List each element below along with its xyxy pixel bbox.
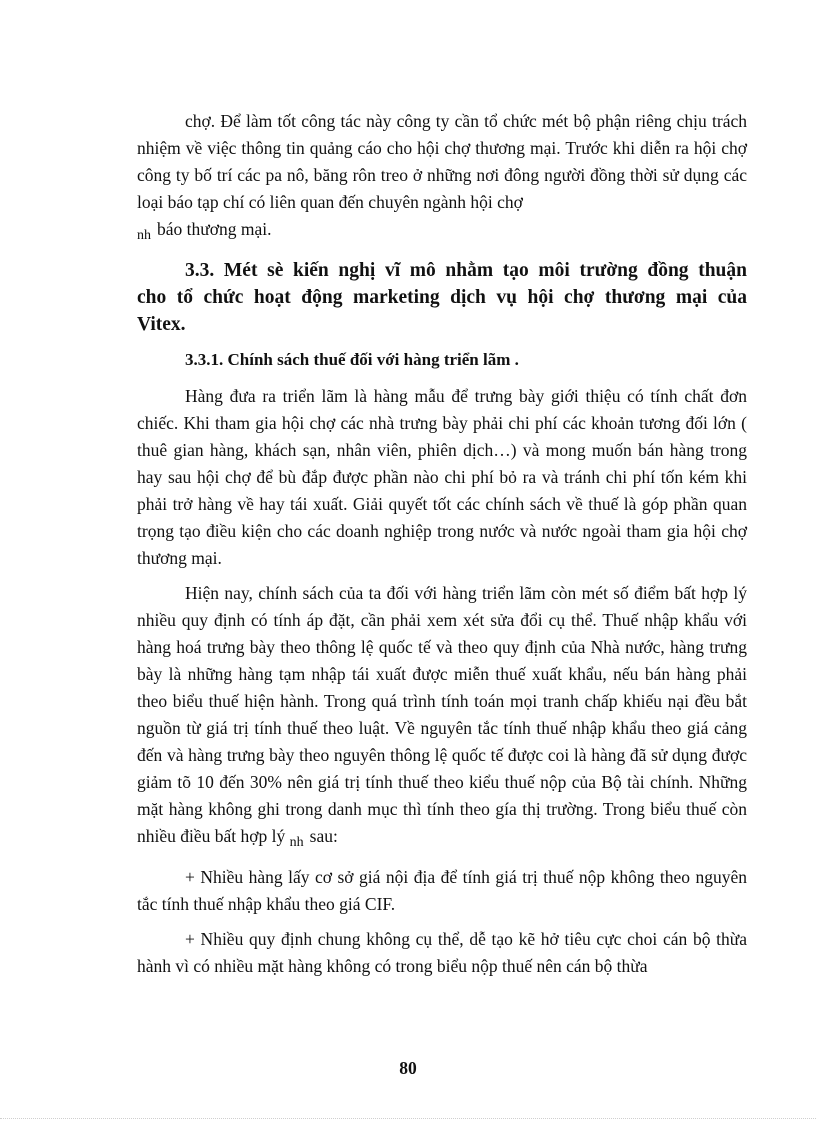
paragraph-intro-tail: báo thương mại.: [157, 219, 272, 239]
subsection-heading: 3.3.1. Chính sách thuế đối với hàng triển lãm .: [185, 350, 519, 369]
page-bottom-divider: [0, 1118, 816, 1119]
paragraph-tax-policy: Hàng đưa ra triển lãm là hàng mẫu để trưng bày giới thiệu có tính chất đơn chiếc. Khi tham gia hội chợ các nhà trưng bày phải chi phí các khoản tương đối lớn ( thuê gian hàng, khách sạn, nhân viên, phiên dịch…) và mong muốn bán hàng trong hay sau hội chợ để bù đắp được phần nào chi phí bỏ ra và tránh chi phí tốn kém khi phải trở hàng về hay tái xuất. Giải quyết tốt các chính sách về thuế là góp phần quan trọng tạo điều kiện cho các doanh nghiệp trong nước và nước ngoài tham gia hội chợ thương mại.: [137, 386, 747, 568]
section-heading: 3.3. Mét sè kiến nghị vĩ mô nhằm tạo môi trường đồng thuận cho tổ chức hoạt động marketing dịch vụ hội chợ thương mại của Vitex.: [137, 260, 747, 335]
bullet-domestic-price: + Nhiều hàng lấy cơ sở giá nội địa để tính giá trị thuế nộp không theo nguyên tắc tính thuế nhập khẩu theo giá CIF.: [137, 867, 747, 914]
paragraph-intro-text: chợ. Để làm tốt công tác này công ty cần tổ chức mét bộ phận riêng chịu trách nhiệm về việc thông tin quảng cáo cho hội chợ thương mại. Trước khi diễn ra hội chợ công ty bố trí các pa nô, băng rôn treo ở những nơi đông người đồng thời sử dụng các loại báo tạp chí có liên quan đến chuyên ngành hội chợ: [137, 111, 747, 212]
paragraph-current-policy-text: Hiện nay, chính sách của ta đối với hàng triển lãm còn mét số điểm bất hợp lý nhiều quy định có tính áp đặt, cần phải xem xét sửa đổi cụ thể. Thuế nhập khẩu với hàng hoá trưng bày theo thông lệ quốc tế và theo quy định của Nhà nước, hàng trưng bày là những hàng tạm nhập tái xuất được miễn thuế xuất khẩu, nếu bán hàng phải theo biểu thuế hiện hành. Trong quá trình tính toán mọi tranh chấp khiếu nại đều bắt nguồn từ giá trị tính thuế theo luật. Về nguyên tắc tính thuế nhập khẩu theo giá cảng đến và hàng trưng bày theo nguyên thông lệ quốc tế được coi là hàng đã sử dụng được giảm tõ 10 đến 30% nên giá trị tính thuế theo kiểu thuế nộp của Bộ tài chính. Những mặt hàng không ghi trong danh mục thì tính theo gía thị trường. Trong biểu thuế còn nhiều điều bất hợp lý: [137, 583, 747, 846]
bullet-general-rules: + Nhiều quy định chung không cụ thể, dễ tạo kẽ hở tiêu cực choi cán bộ thừa hành vì có nhiều mặt hàng không có trong biểu nộp thuế nên cán bộ thừa: [137, 929, 747, 976]
paragraph-intro: [137, 108, 747, 249]
paragraph-current-policy: [137, 580, 747, 856]
subscript-fragment: nh: [289, 835, 304, 850]
paragraph-current-policy-tail: sau:: [309, 826, 338, 846]
document-body: [137, 108, 747, 980]
subscript-fragment: nh: [137, 228, 151, 243]
page-number: 80: [399, 1058, 417, 1078]
